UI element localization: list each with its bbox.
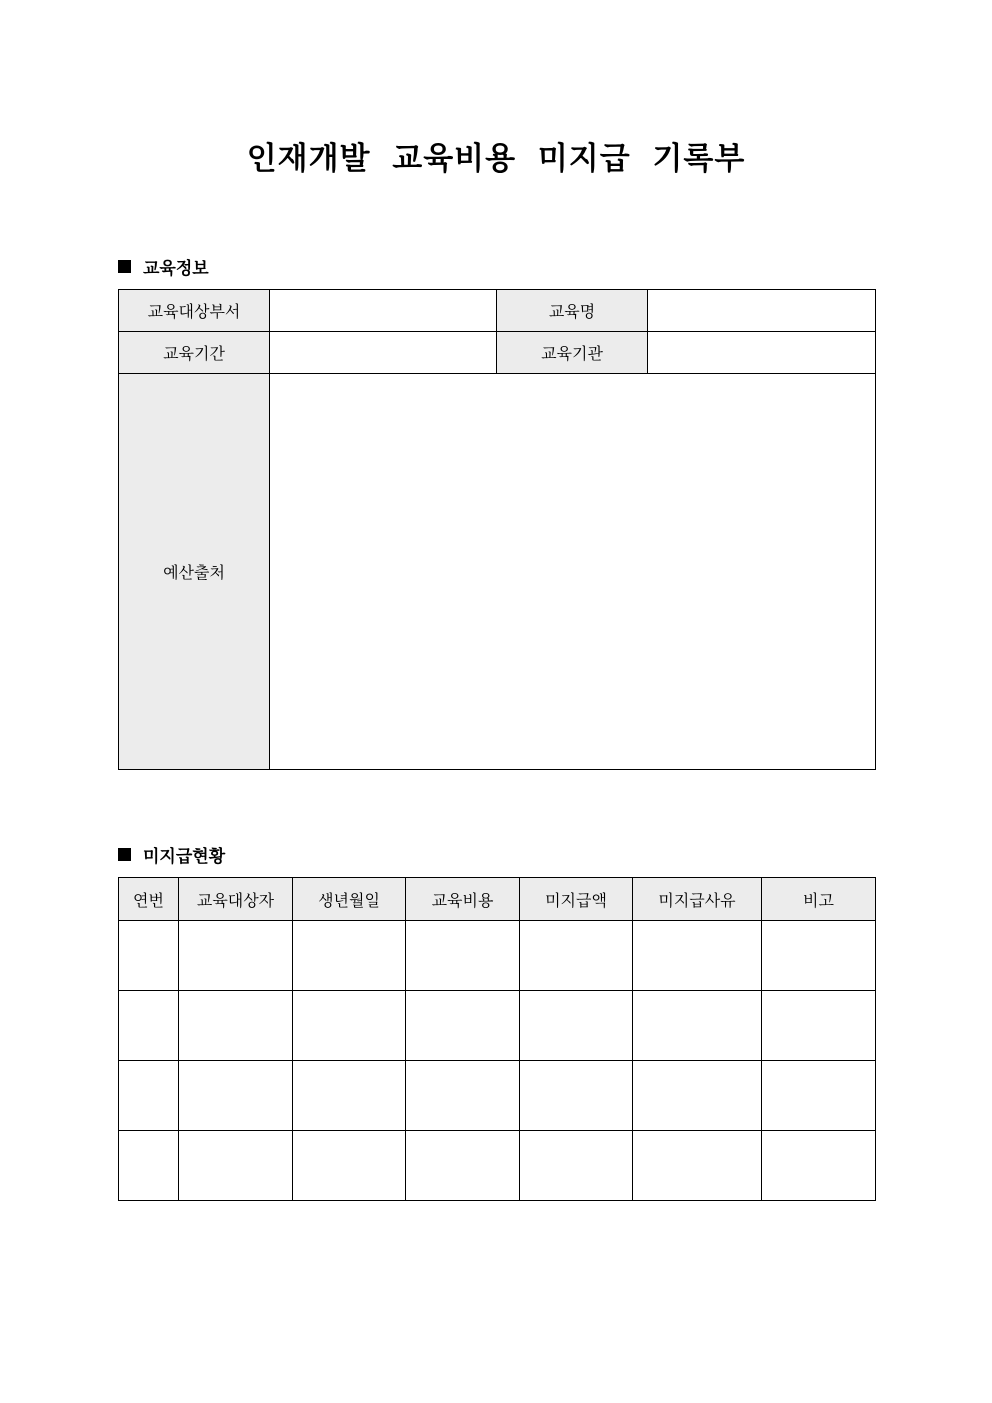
cell-serial[interactable] [119, 1131, 179, 1201]
cell-unpaid-amount[interactable] [520, 1131, 633, 1201]
cell-birthdate[interactable] [293, 991, 406, 1061]
institution-label: 교육기관 [497, 332, 648, 374]
table-row [119, 1131, 876, 1201]
cell-remarks[interactable] [762, 991, 876, 1061]
column-header-serial: 연번 [119, 878, 179, 921]
cell-serial[interactable] [119, 921, 179, 991]
target-department-field[interactable] [270, 290, 497, 332]
cell-trainee[interactable] [179, 1061, 293, 1131]
budget-source-field[interactable] [270, 374, 876, 770]
cell-unpaid-amount[interactable] [520, 991, 633, 1061]
cell-trainee[interactable] [179, 921, 293, 991]
cell-serial[interactable] [119, 1061, 179, 1131]
cell-serial[interactable] [119, 991, 179, 1061]
page-title: 인재개발 교육비용 미지급 기록부 [246, 141, 746, 177]
cell-unpaid-amount[interactable] [520, 1061, 633, 1131]
cell-unpaid-reason[interactable] [633, 1061, 762, 1131]
cell-trainee[interactable] [179, 991, 293, 1061]
column-header-education-cost: 교육비용 [406, 878, 520, 921]
cell-remarks[interactable] [762, 921, 876, 991]
table-row [119, 290, 876, 332]
unpaid-status-heading [118, 842, 225, 867]
course-name-label: 교육명 [497, 290, 648, 332]
square-bullet-icon [118, 848, 131, 861]
course-name-field[interactable] [648, 290, 876, 332]
budget-source-label: 예산출처 [119, 374, 270, 770]
square-bullet-icon [118, 260, 131, 273]
education-info-heading [118, 254, 209, 279]
education-info-heading-label: 교육정보 [143, 259, 209, 279]
column-header-birthdate: 생년월일 [293, 878, 406, 921]
column-header-remarks: 비고 [762, 878, 876, 921]
table-row [119, 921, 876, 991]
column-header-trainee: 교육대상자 [179, 878, 293, 921]
cell-education-cost[interactable] [406, 991, 520, 1061]
target-department-label: 교육대상부서 [119, 290, 270, 332]
table-row [119, 332, 876, 374]
education-info-table [118, 289, 876, 770]
column-header-unpaid-amount: 미지급액 [520, 878, 633, 921]
cell-birthdate[interactable] [293, 1061, 406, 1131]
cell-education-cost[interactable] [406, 1061, 520, 1131]
cell-unpaid-reason[interactable] [633, 991, 762, 1061]
unpaid-status-heading-label: 미지급현황 [143, 847, 226, 867]
cell-unpaid-amount[interactable] [520, 921, 633, 991]
institution-field[interactable] [648, 332, 876, 374]
cell-remarks[interactable] [762, 1131, 876, 1201]
cell-trainee[interactable] [179, 1131, 293, 1201]
cell-remarks[interactable] [762, 1061, 876, 1131]
cell-birthdate[interactable] [293, 921, 406, 991]
period-field[interactable] [270, 332, 497, 374]
unpaid-status-table [118, 877, 876, 1201]
cell-unpaid-reason[interactable] [633, 1131, 762, 1201]
table-header-row [119, 878, 876, 921]
table-row [119, 1061, 876, 1131]
cell-education-cost[interactable] [406, 1131, 520, 1201]
column-header-unpaid-reason: 미지급사유 [633, 878, 762, 921]
cell-unpaid-reason[interactable] [633, 921, 762, 991]
table-row [119, 991, 876, 1061]
cell-birthdate[interactable] [293, 1131, 406, 1201]
cell-education-cost[interactable] [406, 921, 520, 991]
period-label: 교육기간 [119, 332, 270, 374]
table-row [119, 374, 876, 770]
